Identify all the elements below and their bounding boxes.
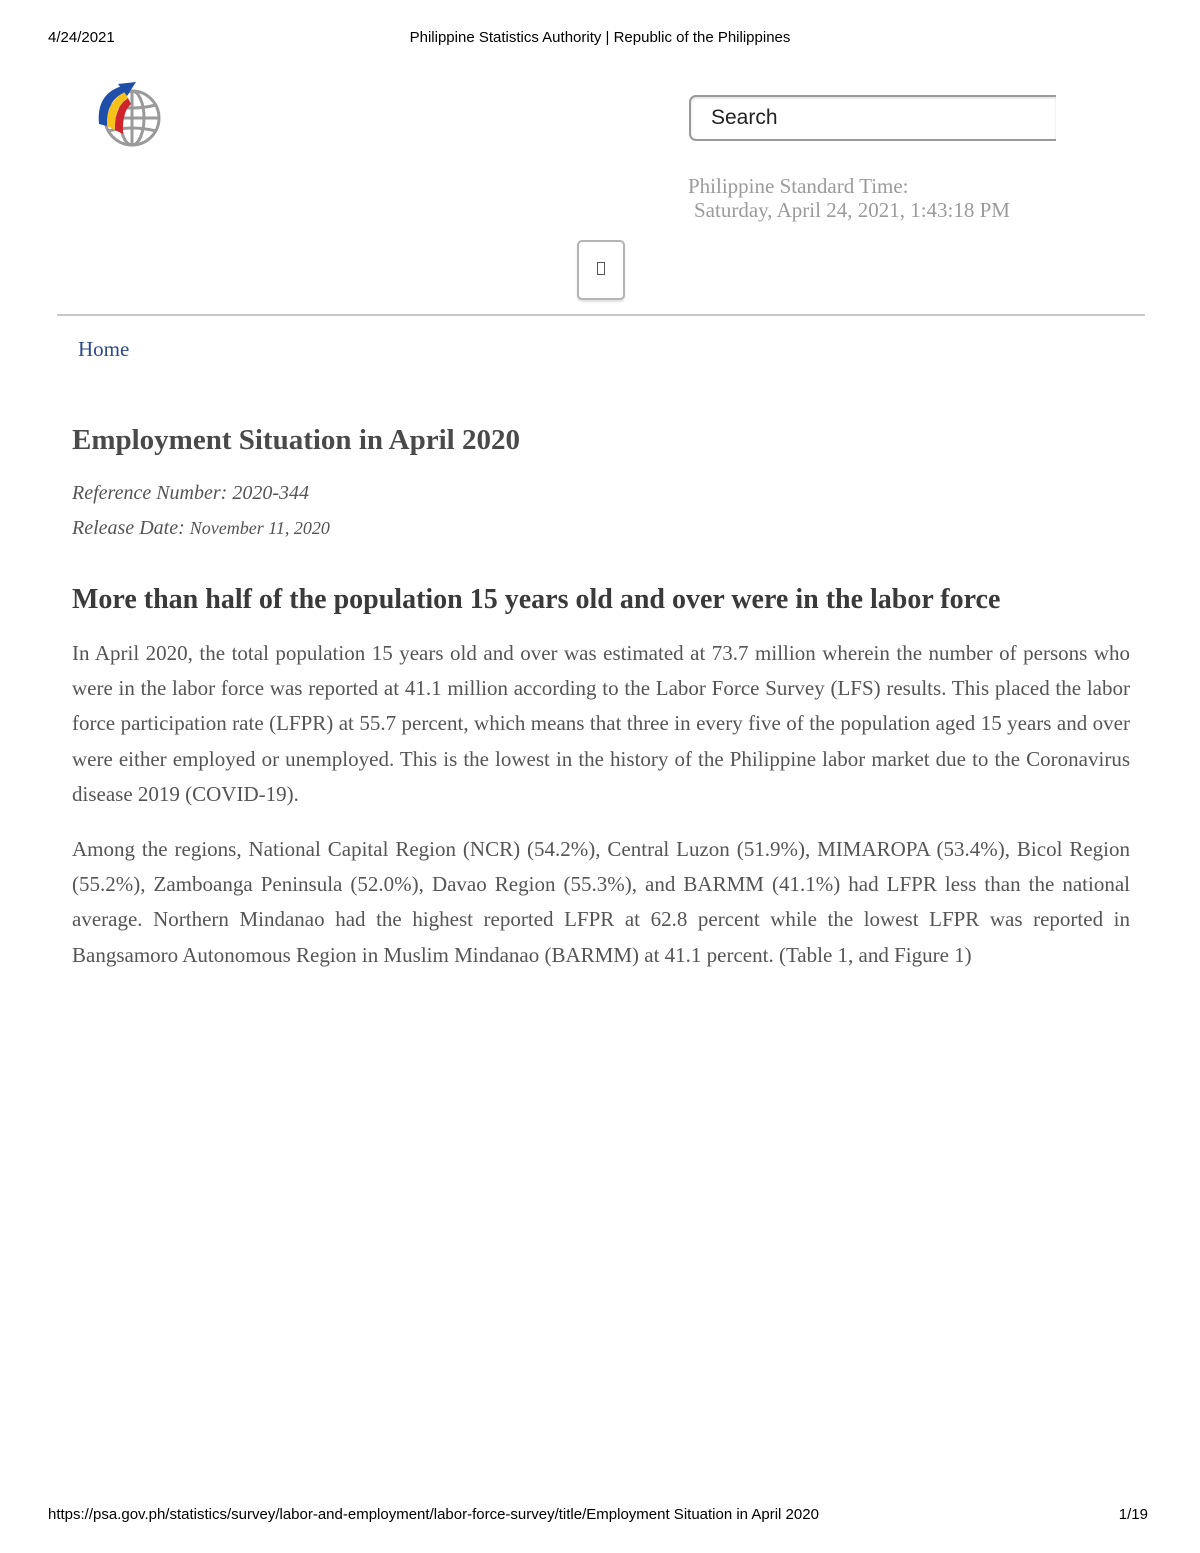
reference-number-value: 2020-344 (232, 482, 309, 504)
release-date (72, 517, 330, 540)
print-footer-url: https://psa.gov.ph/statistics/survey/labor-and-employment/labor-force-survey/title/Employment Situation in April 2020 (48, 1506, 819, 1523)
print-header-title: Philippine Statistics Authority | Republic of the Philippines (409, 29, 791, 46)
search-input[interactable] (689, 95, 1056, 141)
header-divider (57, 314, 1145, 316)
clock-value: Saturday, April 24, 2021, 1:43:18 PM (694, 198, 1010, 222)
print-footer-page: 1/19 (1118, 1506, 1148, 1523)
section-heading: More than half of the population 15 years old and over were in the labor force (72, 584, 1001, 615)
psa-globe-logo-svg (92, 78, 164, 154)
page-title: Employment Situation in April 2020 (72, 424, 520, 456)
print-header-date: 4/24/2021 (48, 29, 115, 46)
clock-label: Philippine Standard Time: (688, 174, 909, 198)
release-date-value: November 11, 2020 (189, 518, 330, 538)
release-date-label: Release Date: (72, 517, 185, 539)
reference-number-label: Reference Number: (72, 482, 228, 504)
reference-number (72, 482, 309, 505)
breadcrumb-home-link[interactable]: Home (78, 337, 130, 361)
menu-toggle-button[interactable] (577, 240, 625, 300)
menu-toggle-icon (597, 262, 605, 275)
article-paragraph: Among the regions, National Capital Region (NCR) (54.2%), Central Luzon (51.9%), MIMAROPA (53.4%), Bicol Region (55.2%), Zamboanga Peninsula (52.0%), Davao Region (55.3%), and BARMM (41.1%) had LFPR less than the national average. Northern Mindanao had the highest reported LFPR at 62.8 percent while the lowest LFPR was reported in Bangsamoro Autonomous Region in Muslim Mindanao (BARMM) at 41.1 percent. (Table 1, and Figure 1) (72, 837, 1130, 967)
psa-globe-logo-icon[interactable] (92, 78, 164, 154)
article-paragraph: In April 2020, the total population 15 years old and over was estimated at 73.7 million wherein the number of persons who were in the labor force was reported at 41.1 million according to the Labor Force Survey (LFS) results. This placed the labor force participation rate (LFPR) at 55.7 percent, which means that three in every five of the population aged 15 years and over were either employed or unemployed. This is the lowest in the history of the Philippine labor market due to the Coronavirus disease 2019 (COVID-19). (72, 641, 1130, 806)
